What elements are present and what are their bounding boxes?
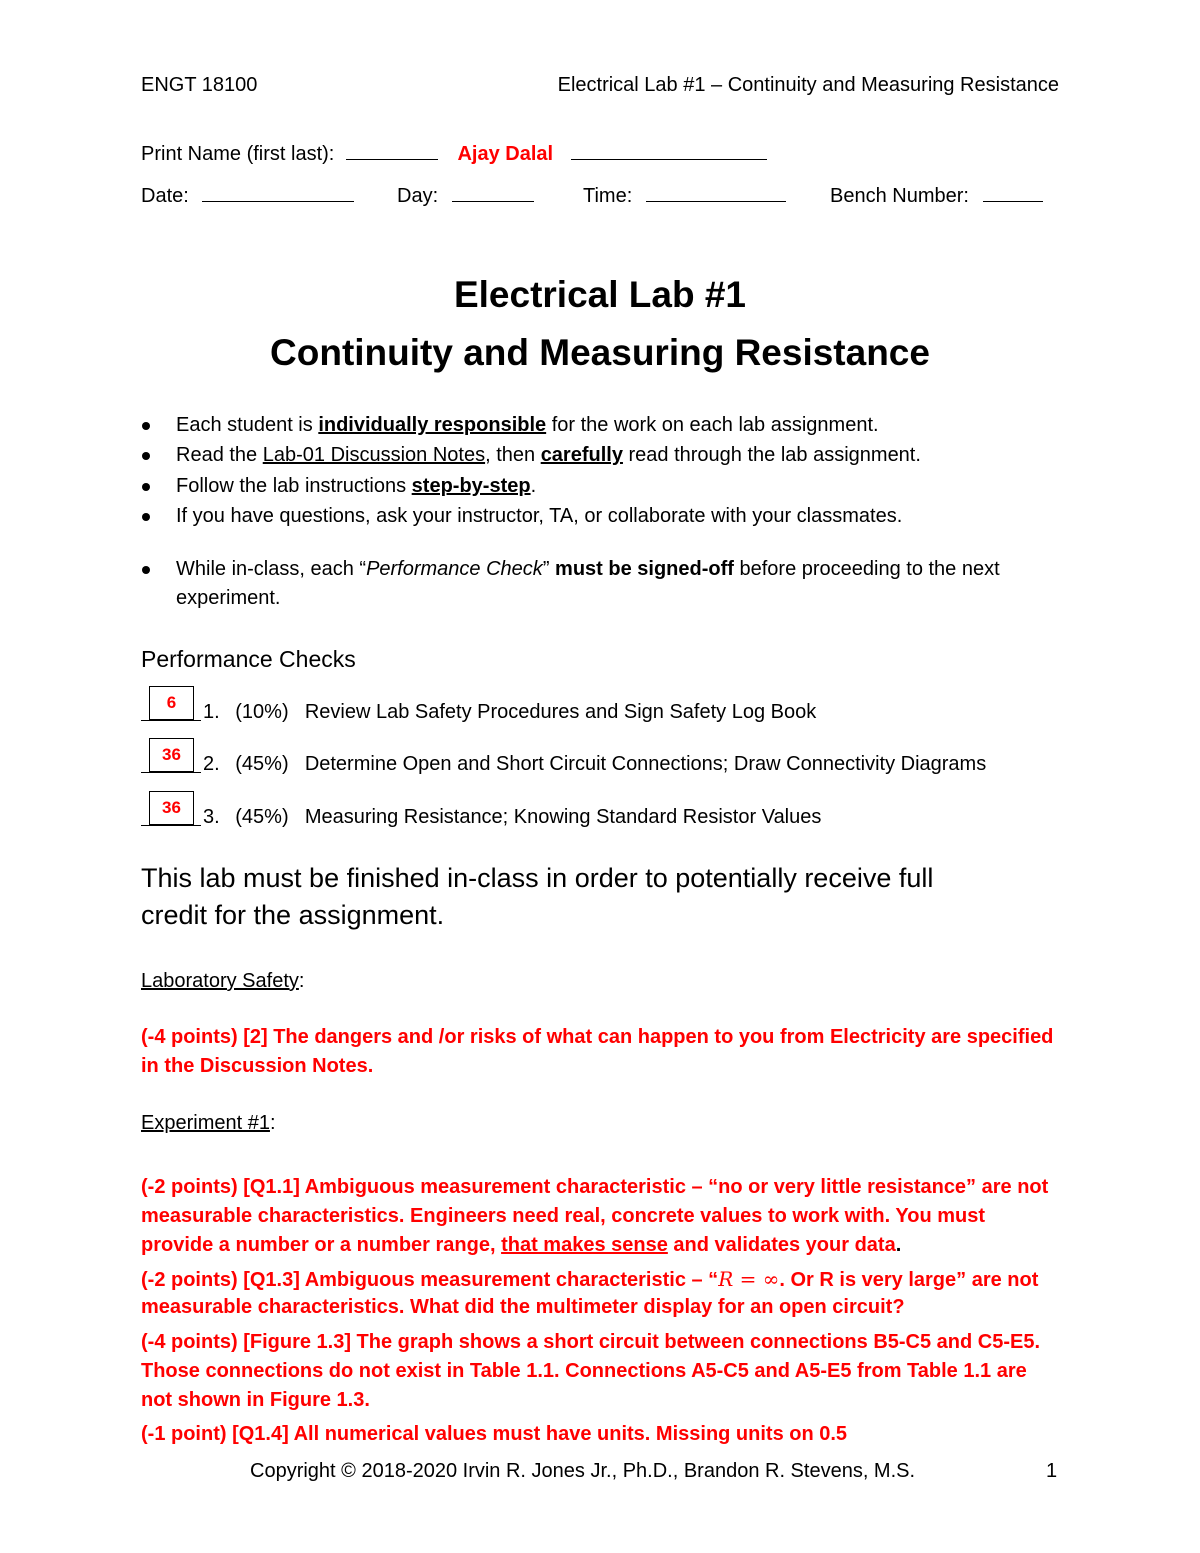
page-number: 1 xyxy=(1046,1460,1058,1482)
bullet-italic: Performance Check xyxy=(366,558,543,580)
bullet-dot xyxy=(142,483,150,491)
grading-comment: not shown in Figure 1.3. xyxy=(141,1389,370,1411)
bench-blank xyxy=(983,185,1043,202)
experiment-heading-text: Experiment #1 xyxy=(141,1112,270,1134)
grading-comment xyxy=(141,1234,901,1257)
bullet-dot xyxy=(142,422,150,430)
bullet-continuation: experiment. xyxy=(176,587,281,609)
comment-text: provide a number or a number range, xyxy=(141,1234,502,1256)
bullet-text: , then xyxy=(485,444,541,466)
bullet-text: While in-class, each “ xyxy=(176,558,367,580)
bullet-text: read through the lab assignment. xyxy=(622,444,921,466)
bullet-dot xyxy=(142,566,150,574)
time-label: Time: xyxy=(583,185,633,207)
check-blank xyxy=(141,720,201,721)
bullet-dot xyxy=(142,452,150,460)
day-blank xyxy=(452,185,534,202)
experiment-heading xyxy=(141,1112,276,1135)
bullet-text: for the work on each lab assignment. xyxy=(546,414,879,436)
safety-heading xyxy=(141,970,304,993)
bench-label: Bench Number: xyxy=(830,185,969,207)
bullet-item: If you have questions, ask your instructor, TA, or collaborate with your classmates. xyxy=(176,505,903,527)
check-score-box: 36 xyxy=(149,791,194,825)
footer-copyright: Copyright © 2018-2020 Irvin R. Jones Jr., Ph.D., Brandon R. Stevens, M.S. xyxy=(250,1460,916,1482)
time-field xyxy=(583,185,786,208)
check-row xyxy=(203,806,821,829)
check-number: 3. xyxy=(203,806,220,828)
bullet-emphasis: individually responsible xyxy=(318,414,547,436)
check-weight: (10%) xyxy=(235,701,289,723)
bullet-emphasis: step-by-step xyxy=(411,475,531,497)
date-blank xyxy=(202,185,354,202)
page-subtitle: Continuity and Measuring Resistance xyxy=(270,332,930,373)
grading-comment: (-1 point) [Q1.4] All numerical values must have units. Missing units on 0.5 xyxy=(141,1423,848,1445)
safety-heading-text: Laboratory Safety xyxy=(141,970,299,992)
bullet-item xyxy=(176,444,921,467)
day-label: Day: xyxy=(397,185,439,207)
notice-line: This lab must be finished in-class in order to potentially receive full xyxy=(141,863,934,893)
grading-comment xyxy=(141,1267,1038,1292)
name-value: Ajay Dalal xyxy=(457,143,554,165)
bullet-text: ” xyxy=(542,558,556,580)
page-title: Electrical Lab #1 xyxy=(453,274,747,315)
grading-comment: measurable characteristics. What did the multimeter display for an open circuit? xyxy=(141,1296,905,1318)
bullet-item xyxy=(176,414,879,437)
grading-comment: in the Discussion Notes. xyxy=(141,1055,374,1077)
check-number: 1. xyxy=(203,701,220,723)
check-row xyxy=(203,701,816,724)
check-score-box: 36 xyxy=(149,738,194,772)
comment-emphasis: that makes sense xyxy=(501,1234,668,1256)
check-row xyxy=(203,753,986,776)
date-field xyxy=(141,185,354,208)
comment-text: (-2 points) [Q1.3] Ambiguous measurement characteristic – “ xyxy=(141,1269,719,1291)
name-blank-before xyxy=(346,143,438,160)
bench-field xyxy=(830,185,1043,208)
grading-comment: (-2 points) [Q1.1] Ambiguous measurement characteristic – “no or very little resistance” are not xyxy=(141,1176,1049,1198)
check-description: Measuring Resistance; Knowing Standard Resistor Values xyxy=(304,806,822,828)
performance-heading: Performance Checks xyxy=(141,646,356,672)
math-expression: R = ∞ xyxy=(718,1267,780,1291)
bullet-item xyxy=(176,475,536,498)
grading-comment: measurable characteristics. Engineers need real, concrete values to work with. You must xyxy=(141,1205,986,1227)
name-blank-after xyxy=(571,143,767,160)
check-description: Determine Open and Short Circuit Connections; Draw Connectivity Diagrams xyxy=(304,753,987,775)
name-label: Print Name (first last): xyxy=(141,143,335,165)
comment-text: and validates your data xyxy=(667,1234,896,1256)
check-description: Review Lab Safety Procedures and Sign Safety Log Book xyxy=(304,701,817,723)
bullet-dot xyxy=(142,513,150,521)
day-field xyxy=(397,185,534,208)
check-score-box: 6 xyxy=(149,686,194,720)
check-weight: (45%) xyxy=(235,753,289,775)
bullet-item xyxy=(176,558,1000,581)
heading-colon: : xyxy=(269,1112,276,1134)
bullet-emphasis: carefully xyxy=(540,444,623,466)
header-lab-title: Electrical Lab #1 – Continuity and Measuring Resistance xyxy=(557,74,1059,96)
bullet-text: Each student is xyxy=(176,414,319,436)
bullet-text: Follow the lab instructions xyxy=(176,475,412,497)
bullet-emphasis: must be signed-off xyxy=(555,558,734,580)
grading-comment: (-4 points) [2] The dangers and /or risks of what can happen to you from Electricity are specified xyxy=(141,1026,1054,1048)
check-blank xyxy=(141,772,201,773)
bullet-text: . xyxy=(530,475,537,497)
comment-text: . Or R is very large” are not xyxy=(779,1269,1039,1291)
date-label: Date: xyxy=(141,185,189,207)
comment-period: . xyxy=(895,1234,902,1256)
bullet-text: Read the xyxy=(176,444,263,466)
check-number: 2. xyxy=(203,753,220,775)
notice-line: credit for the assignment. xyxy=(141,900,445,930)
bullet-text: before proceeding to the next xyxy=(733,558,1000,580)
heading-colon: : xyxy=(298,970,305,992)
check-weight: (45%) xyxy=(235,806,289,828)
course-code: ENGT 18100 xyxy=(141,74,258,96)
check-blank xyxy=(141,825,201,826)
discussion-notes-link[interactable]: Lab-01 Discussion Notes xyxy=(262,444,486,466)
grading-comment: (-4 points) [Figure 1.3] The graph shows a short circuit between connections B5-C5 and C5-E5. xyxy=(141,1331,1041,1353)
grading-comment: Those connections do not exist in Table 1.1. Connections A5-C5 and A5-E5 from Table 1.1 are xyxy=(141,1360,1027,1382)
time-blank xyxy=(646,185,786,202)
name-row xyxy=(141,143,767,166)
